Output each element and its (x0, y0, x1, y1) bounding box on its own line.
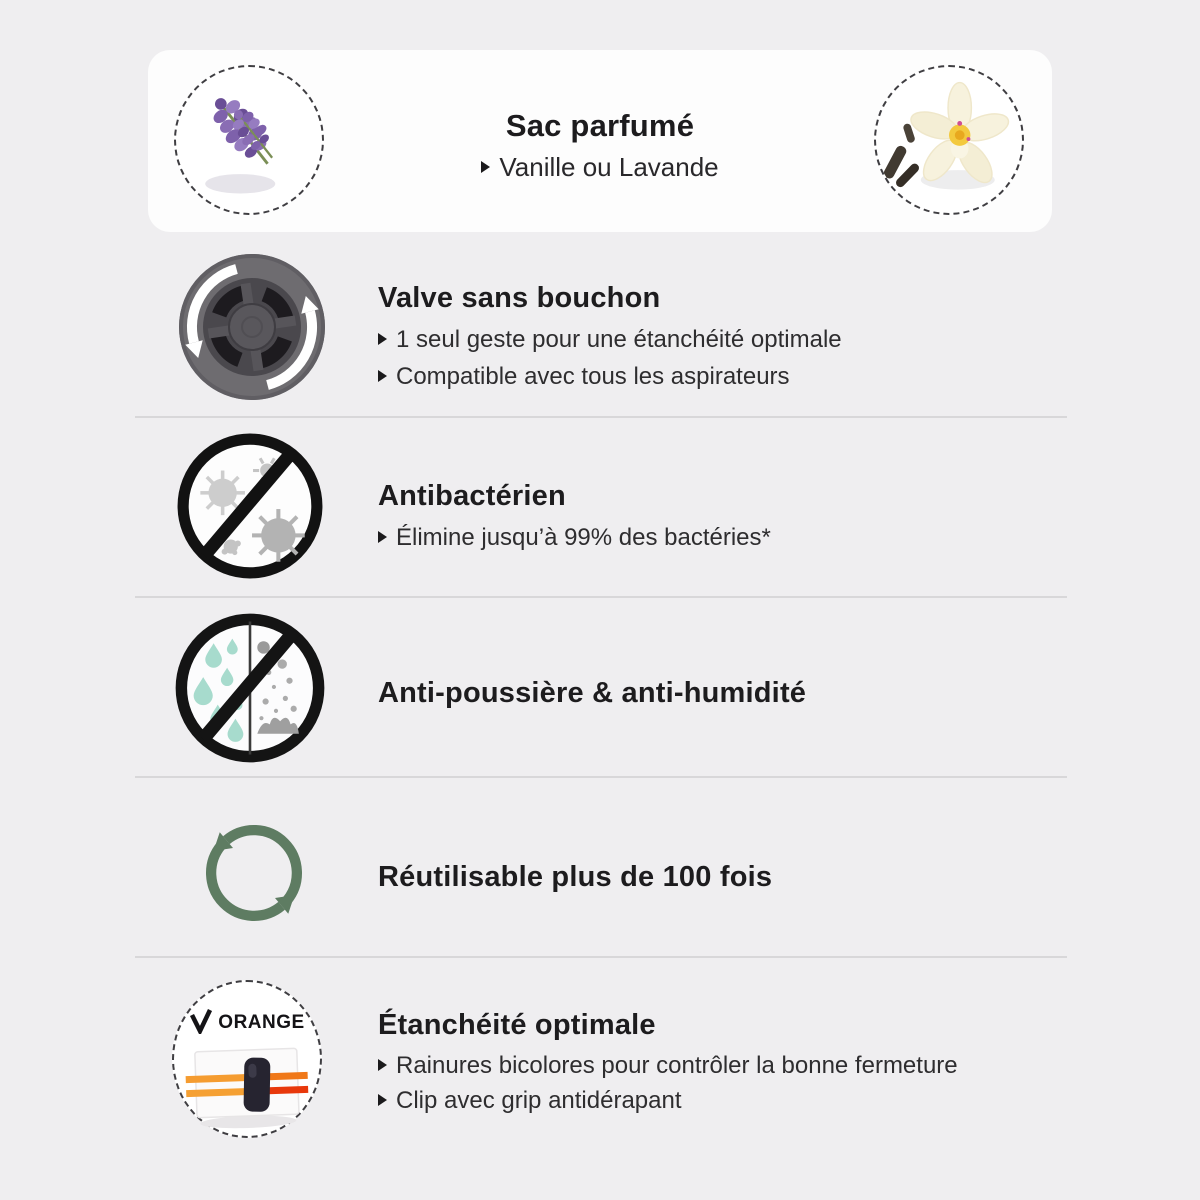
divider (135, 776, 1067, 778)
feature-bullet: 1 seul geste pour une étanchéité optimale (378, 321, 842, 358)
feature-bullet: Compatible avec tous les aspirateurs (378, 358, 842, 395)
bullet-triangle-icon (378, 370, 387, 382)
no-bacteria-icon (174, 430, 326, 582)
feature-reusable (378, 860, 772, 894)
bullet-triangle-icon (378, 1094, 387, 1106)
divider (135, 956, 1067, 958)
orange-badge-text: ORANGE (218, 1012, 305, 1033)
feature-bullet: Rainures bicolores pour contrôler la bonne fermeture (378, 1048, 958, 1083)
valve-rotate-icon (177, 252, 327, 402)
orange-clip-icon (172, 980, 322, 1138)
scent-card-subtitle: Vanille ou Lavande (148, 152, 1052, 183)
zip-bag-graphic (182, 1040, 312, 1132)
feature-title: Valve sans bouchon (378, 282, 661, 314)
feature-dust-humidity (378, 676, 806, 710)
divider (135, 596, 1067, 598)
divider (135, 416, 1067, 418)
feature-title: Antibactérien (378, 480, 566, 512)
reuse-arrows-icon (184, 803, 324, 943)
vanilla-photo-circle (874, 65, 1024, 215)
scent-card (148, 50, 1052, 232)
scent-card-title: Sac parfumé (505, 108, 695, 143)
feature-title: Étanchéité optimale (378, 1009, 656, 1041)
vanilla-flower-icon (876, 67, 1022, 213)
bullet-triangle-icon (378, 333, 387, 345)
feature-bullet: Élimine jusqu’à 99% des bactéries* (378, 519, 771, 556)
bullet-triangle-icon (481, 161, 490, 173)
orange-badge (174, 1008, 320, 1034)
no-dust-humidity-icon (172, 610, 328, 766)
bullet-triangle-icon (378, 1059, 387, 1071)
feature-antibacterial (378, 479, 771, 556)
feature-title: Réutilisable plus de 100 fois (378, 861, 773, 893)
bullet-triangle-icon (378, 531, 387, 543)
feature-valve (378, 281, 842, 395)
feature-title: Anti-poussière & anti-humidité (378, 677, 807, 709)
check-icon (189, 1008, 213, 1034)
feature-bullet: Clip avec grip antidérapant (378, 1083, 958, 1118)
feature-seal (378, 1008, 958, 1118)
